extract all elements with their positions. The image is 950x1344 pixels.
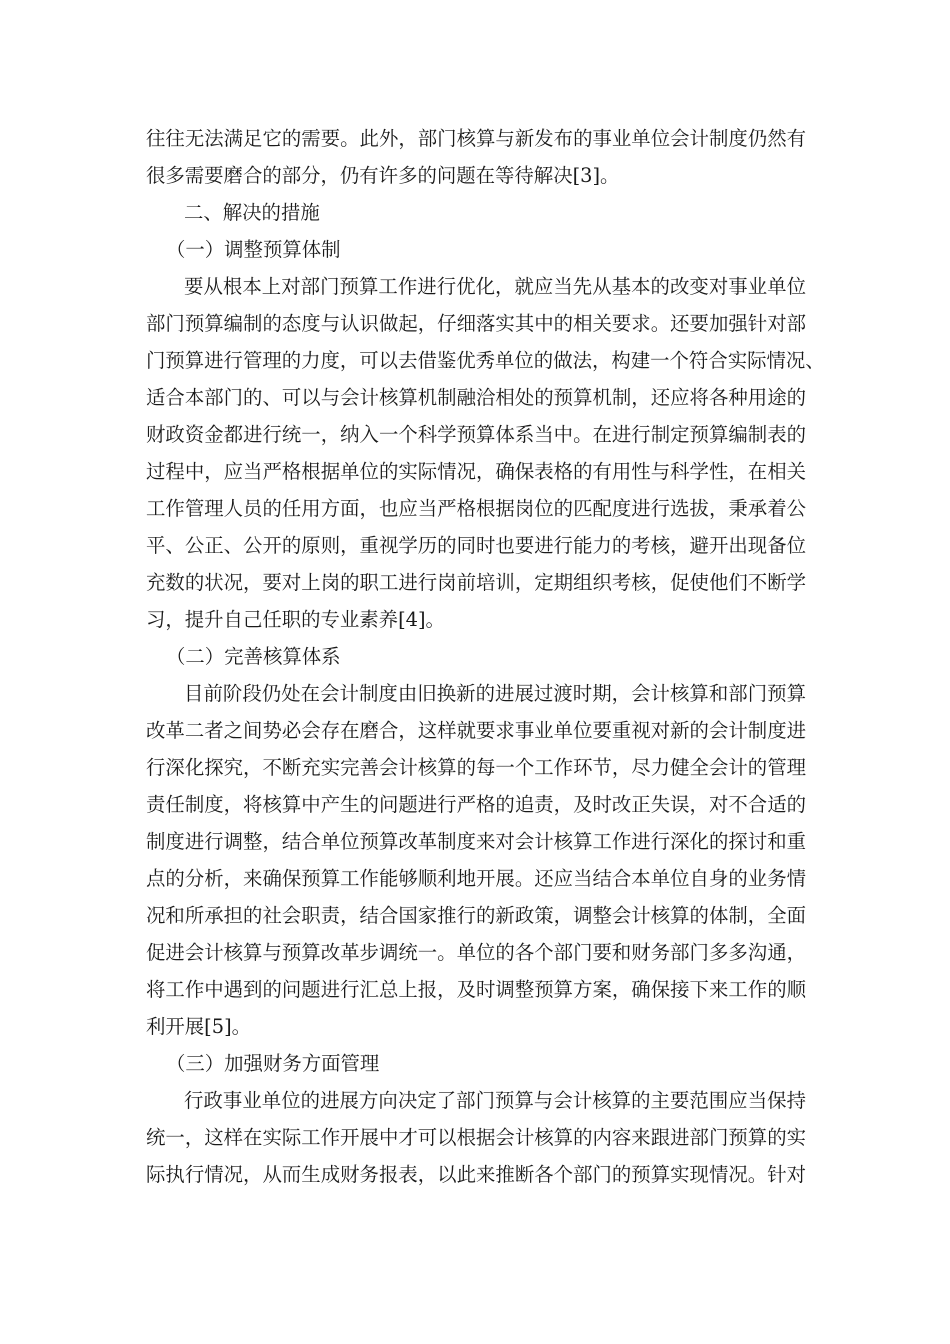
paragraph-line: 平、公正、公开的原则，重视学历的同时也要进行能力的考核，避开出现备位 xyxy=(146,534,806,557)
paragraph-line: 利开展[5]。 xyxy=(146,1015,252,1038)
paragraph-line: 过程中，应当严格根据单位的实际情况，确保表格的有用性与科学性，在相关 xyxy=(146,460,806,483)
paragraph-line: 责任制度，将核算中产生的问题进行严格的追责，及时改正失误，对不合适的 xyxy=(146,793,806,816)
paragraph-line: 很多需要磨合的部分，仍有许多的问题在等待解决[3]。 xyxy=(146,164,620,187)
paragraph-line: 改革二者之间势必会存在磨合，这样就要求事业单位要重视对新的会计制度进 xyxy=(146,719,806,742)
paragraph-line: 往往无法满足它的需要。此外，部门核算与新发布的事业单位会计制度仍然有 xyxy=(146,127,806,150)
paragraph-line: 门预算进行管理的力度，可以去借鉴优秀单位的做法，构建一个符合实际情况、 xyxy=(146,349,825,372)
paragraph-line: 点的分析，来确保预算工作能够顺利地开展。还应当结合本单位自身的业务情 xyxy=(146,867,806,890)
paragraph-line: 将工作中遇到的问题进行汇总上报，及时调整预算方案，确保接下来工作的顺 xyxy=(146,978,806,1001)
paragraph-line: 工作管理人员的任用方面，也应当严格根据岗位的匹配度进行选拔，秉承着公 xyxy=(146,497,806,520)
paragraph-line: 统一，这样在实际工作开展中才可以根据会计核算的内容来跟进部门预算的实 xyxy=(146,1126,806,1149)
subsection-heading: （一）调整预算体制 xyxy=(166,238,341,261)
paragraph-line: 要从根本上对部门预算工作进行优化，就应当先从基本的改变对事业单位 xyxy=(184,275,806,298)
paragraph-line: 行深化探究，不断充实完善会计核算的每一个工作环节，尽力健全会计的管理 xyxy=(146,756,806,779)
paragraph-line: 行政事业单位的进展方向决定了部门预算与会计核算的主要范围应当保持 xyxy=(184,1089,806,1112)
paragraph-line: 适合本部门的、可以与会计核算机制融洽相处的预算机制，还应将各种用途的 xyxy=(146,386,806,409)
section-heading: 二、解决的措施 xyxy=(184,201,320,224)
paragraph-line: 促进会计核算与预算改革步调统一。单位的各个部门要和财务部门多多沟通， xyxy=(146,941,806,964)
paragraph-line: 际执行情况，从而生成财务报表，以此来推断各个部门的预算实现情况。针对 xyxy=(146,1163,806,1186)
paragraph-line: 部门预算编制的态度与认识做起，仔细落实其中的相关要求。还要加强针对部 xyxy=(146,312,806,335)
paragraph-line: 目前阶段仍处在会计制度由旧换新的进展过渡时期，会计核算和部门预算 xyxy=(184,682,806,705)
paragraph-line: 习，提升自己任职的专业素养[4]。 xyxy=(146,608,445,631)
paragraph-line: 制度进行调整，结合单位预算改革制度来对会计核算工作进行深化的探讨和重 xyxy=(146,830,806,853)
paragraph-line: 财政资金都进行统一，纳入一个科学预算体系当中。在进行制定预算编制表的 xyxy=(146,423,806,446)
subsection-heading: （二）完善核算体系 xyxy=(166,645,341,668)
paragraph-line: 况和所承担的社会职责，结合国家推行的新政策，调整会计核算的体制，全面 xyxy=(146,904,806,927)
subsection-heading: （三）加强财务方面管理 xyxy=(166,1052,380,1075)
paragraph-line: 充数的状况，要对上岗的职工进行岗前培训，定期组织考核，促使他们不断学 xyxy=(146,571,806,594)
